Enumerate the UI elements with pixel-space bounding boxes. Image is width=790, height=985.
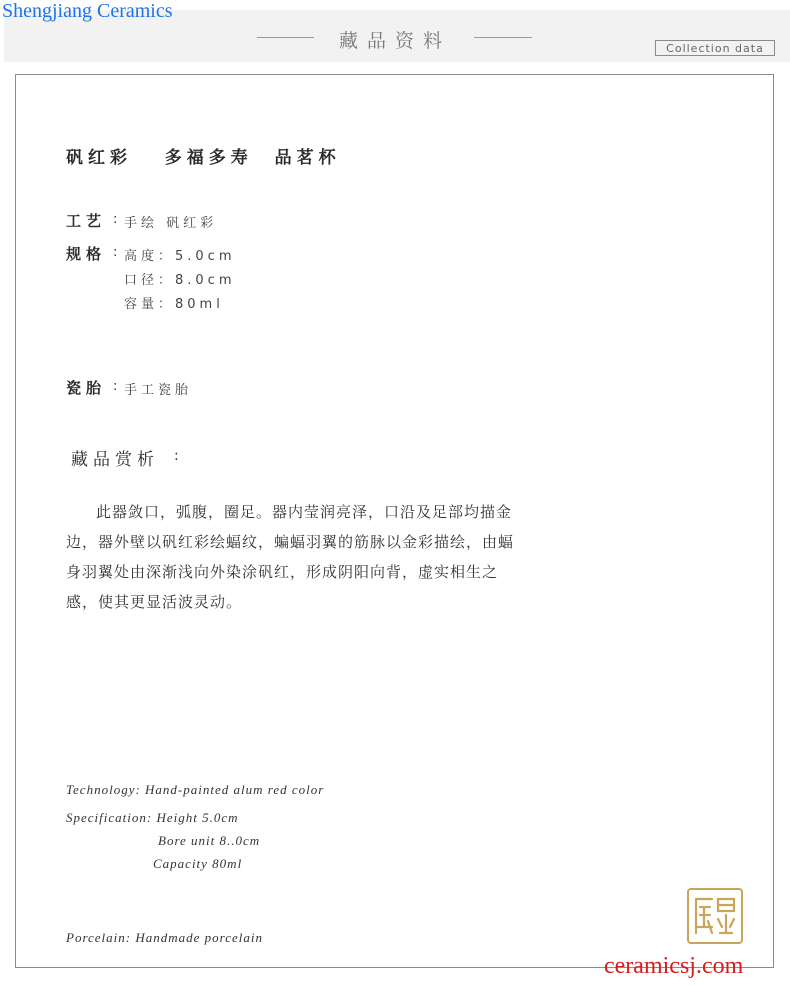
english-technology: Technology: Hand-painted alum red color [66,782,325,797]
body-value: 手工瓷胎 [124,383,193,398]
collection-data-badge: Collection data [655,40,775,56]
seal-stamp-icon [686,887,744,945]
english-specification: Specification: Height 5.0cm [66,810,239,825]
english-capacity: Capacity 80ml [153,856,243,871]
spec-height: 高度：5.0cm [124,249,236,264]
spec-label: 规格 [66,245,107,263]
english-porcelain: Porcelain: Handmade porcelain [66,930,263,945]
appreciation-colon: : [174,448,179,464]
spec-capacity: 容量：80ml [124,297,224,312]
appreciation-label: 藏品赏析 [71,450,159,470]
appreciation-text: 此器敛口，弧腹，圈足。器内莹润亮泽，口沿及足部均描金边，器外壁以矾红彩绘蝠纹，蝙蝠羽翼的筋脉以金彩描绘，由蝠身羽翼处由深渐浅向外染涂矾红，形成阴阳向背，虚实相生之感，使其更显活波灵动。 [66,503,515,611]
body-colon: : [113,379,118,394]
brand-watermark-bottom: ceramicsj.com [604,953,744,979]
product-title: 矾红彩 多福多寿 品茗杯 [66,148,341,168]
header-title: 藏品资料 [338,30,451,52]
spec-colon: : [113,245,118,260]
spec-diameter: 口径：8.0cm [124,273,236,288]
craft-colon: : [113,212,118,227]
craft-label: 工艺 [66,212,107,230]
english-bore: Bore unit 8..0cm [158,833,261,848]
body-label: 瓷胎 [66,379,107,397]
craft-value: 手绘 矾红彩 [124,216,218,231]
brand-watermark-top: Shengjiang Ceramics [2,0,173,22]
